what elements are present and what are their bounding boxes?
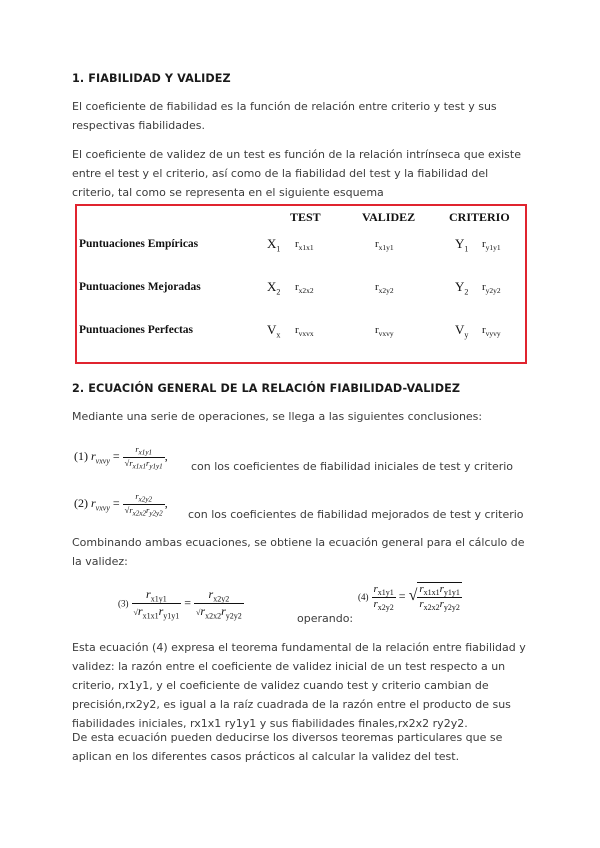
row-label-empiricas: Puntuaciones Empíricas (79, 238, 199, 250)
section-1-paragraph-2: El coeficiente de validez de un test es función de la relación intrínseca que existe entre el test y el criterio, así como de la fiabilidad del test y la fiabilidad del criterio, tal como se representa en el siguiente esquema (72, 148, 521, 199)
validity-rvxvy: $r_{vxvy}$ (375, 324, 394, 339)
equation-2-description: con los coeficientes de fiabilidad mejorados de test y criterio (188, 508, 524, 521)
test-reliability-rx1x1: $r_{x1x1}$ (295, 238, 314, 253)
section-2-theorem-paragraph: Esta ecuación (4) expresa el teorema fundamental de la relación entre fiabilidad y validez: la razón entre el coeficiente de validez inicial de un test respecto a un criterio, rx1y1, y el coeficiente de validez cuando test y criterio cambian de precisión,rx2y2, es igual a la raíz cuadrada de la razón entre el producto de sus fiabilidades iniciales, rx1x1 ry1y1 y sus fiabilidades finales,rx2x2 ry2y2. (72, 641, 526, 730)
criterion-symbol-y2: $Y_2$ (455, 279, 469, 297)
equation-3: (3) $\frac{r_{x1y1}}{√r_{x1x1}r_{y1y1}}$ = $\frac{r_{x2y2}}{√r_{x2x2}r_{y2y2}}$ (118, 587, 242, 621)
section-1-heading: 1. FIABILIDAD Y VALIDEZ (72, 72, 231, 85)
table-header-test: TEST (290, 210, 321, 224)
table-header-validez: VALIDEZ (362, 210, 416, 224)
section-2-combine-paragraph: Combinando ambas ecuaciones, se obtiene la ecuación general para el cálculo de la validez: (72, 536, 525, 568)
test-symbol-x2: $X_2$ (267, 279, 281, 297)
equation-1: (1) $r_{vxvy}$ = $\frac{r_{x1y1}}{√r_{x1x1}r_{y1y1}}$ , (74, 444, 168, 471)
row-label-mejoradas: Puntuaciones Mejoradas (79, 281, 201, 293)
equation-4: (4) $\frac{r_{x1y1}}{r_{x2y2}}$ = √ $\frac{r_{x1x1}r_{y1y1}}{r_{x2x2}r_{y2y2}}$ (358, 582, 460, 613)
validity-rx2y2: $r_{x2y2}$ (375, 281, 394, 296)
reliability-validity-table (75, 204, 527, 364)
test-symbol-vx: $V_x$ (267, 322, 281, 340)
test-reliability-rvxvx: $r_{vxvx}$ (295, 324, 314, 339)
criterion-symbol-vy: $V_y$ (455, 322, 469, 340)
operando-label: operando: (297, 612, 354, 625)
criterion-reliability-rvyvy: $r_{vyvy}$ (482, 324, 501, 339)
section-2-heading: 2. ECUACIÓN GENERAL DE LA RELACIÓN FIABILIDAD-VALIDEZ (72, 382, 461, 395)
test-reliability-rx2x2: $r_{x2x2}$ (295, 281, 314, 296)
section-2-intro: Mediante una serie de operaciones, se llega a las siguientes conclusiones: (72, 410, 483, 423)
equation-1-description: con los coeficientes de fiabilidad iniciales de test y criterio (191, 460, 514, 473)
test-symbol-x1: $X_1$ (267, 236, 281, 254)
section-2-final-paragraph: De esta ecuación pueden deducirse los diversos teoremas particulares que se aplican en los diferentes casos prácticos al calcular la validez del test. (72, 731, 503, 763)
section-1-paragraph-1: El coeficiente de fiabilidad es la función de relación entre criterio y test y sus respectivas fiabilidades. (72, 100, 497, 132)
criterion-reliability-ry2y2: $r_{y2y2}$ (482, 281, 501, 296)
criterion-symbol-y1: $Y_1$ (455, 236, 469, 254)
table-header-criterio: CRITERIO (449, 210, 510, 224)
equation-2: (2) $r_{vxvy}$ = $\frac{r_{x2y2}}{√r_{x2x2}r_{y2y2}}$ , (74, 491, 168, 518)
row-label-perfectas: Puntuaciones Perfectas (79, 324, 194, 336)
criterion-reliability-ry1y1: $r_{y1y1}$ (482, 238, 501, 253)
validity-rx1y1: $r_{x1y1}$ (375, 238, 394, 253)
